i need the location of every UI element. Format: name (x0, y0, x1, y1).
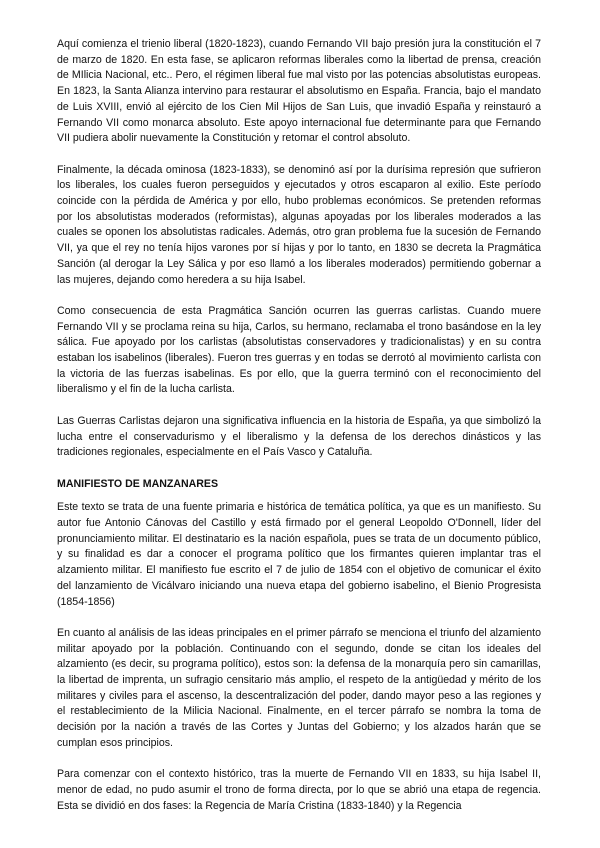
paragraph-analisis-ideas: En cuanto al análisis de las ideas principales en el primer párrafo se menciona el triunfo del alzamiento militar apoyado por la población. Continuando con el segundo, donde se citan los ideales del alzamiento (es decir, su programa político), estos son: la defensa de la monarquía pero sin camarillas, la libertad de imprenta, un sufragio censitario más amplio, el respeto de la antigüedad y mérito de los militares y civiles para el ascenso, la descentralización del poder, dando mayor peso a las regiones y el restablecimiento de la Milicia Nacional. Finalmente, en el tercer párrafo se nombra la toma de decisión por la nación a través de las Cortes y Juntas del Gobierno; y los alzados harán que se cumplan esos principios. (57, 626, 541, 749)
section-heading-manifiesto: MANIFIESTO DE MANZANARES (57, 477, 219, 490)
paragraph-guerras-carlistas: Como consecuencia de esta Pragmática Sanción ocurren las guerras carlistas. Cuando muere Fernando VII y se proclama reina su hija, Carlos, su hermano, reclamaba el trono basándose en la ley sálica. Fue apoyado por los carlistas (absolutistas conservadores y tradicionalistas) y en su contra estaban los isabelinos (liberales). Fueron tres guerras y en todas se derrotó al movimiento carlista con la victoria de las fuerzas isabelinas. Es por ello, que la guerra terminó con el reconocimiento del liberalismo y el fin de la lucha carlista. (57, 304, 541, 396)
paragraph-trienio-liberal: Aquí comienza el trienio liberal (1820-1823), cuando Fernando VII bajo presión jura la constitución el 7 de marzo de 1820. En esta fase, se aplicaron reformas liberales como la libertad de prensa, creación de MIlicia Nacional, etc.. Pero, el régimen liberal fue mal visto por las potencias absolutistas europeas. En 1823, la Santa Alianza intervino para restaurar el absolutismo en España. Francia, bajo el mandato de Luis XVIII, envió al ejército de los Cien Mil Hijos de San Luis, que invadió España y reinstauró a Fernando VII como monarca absoluto. Este apoyo internacional fue determinante para que Fernando VII pudiera abolir nuevamente la Constitución y retomar el control absoluto. (57, 38, 541, 145)
paragraph-decada-ominosa: Finalmente, la década ominosa (1823-1833), se denominó así por la durísima represión que sufrieron los liberales, los cuales fueron perseguidos y ejecutados y otros escaparon al exilio. Este período coincide con la pérdida de América y por ello, hubo problemas económicos. Se pretenden reformas por los absolutistas moderados (reformistas), algunas apoyadas por los liberales moderados a las cuales se oponen los absolutistas radicales. Además, otro gran problema fue la sucesión de Fernando VII, ya que el rey no tenía hijos varones por sí hijas y por lo tanto, en 1830 se decreta la Pragmática Sanción (al derogar la Ley Sálica y por eso llamó a los liberales moderados) permitiendo gobernar a las mujeres, dejando como heredera a su hija Isabel. (57, 163, 541, 286)
paragraph-influencia-carlistas: Las Guerras Carlistas dejaron una significativa influencia en la historia de España, ya que simbolizó la lucha entre el conservadurismo y el liberalismo y la defensa de los derechos dinásticos y las tradiciones regionales, especialmente en el País Vasco y Cataluña. (57, 414, 541, 459)
paragraph-contexto-historico: Para comenzar con el contexto histórico, tras la muerte de Fernando VII en 1833, su hija Isabel II, menor de edad, no pudo asumir el trono de forma directa, por lo que se abrió una etapa de regencia. Esta se dividió en dos fases: la Regencia de María Cristina (1833-1840) y la Regencia (57, 768, 541, 812)
document-page (57, 37, 541, 830)
paragraph-clasificacion-texto: Este texto se trata de una fuente primaria e histórica de temática política, ya que es un manifiesto. Su autor fue Antonio Cánovas del Castillo y está firmado por el general Leopoldo O'Donnell, líder del pronunciamiento militar. El destinatario es la nación española, pues se trata de un documento público, y su finalidad es dar a conocer el programa político que los firmantes quieren implantar tras el alzamiento militar. El manifiesto fue escrito el 7 de julio de 1854 con el objetivo de comunicar el éxito del lanzamiento de Vicálvaro iniciando una nueva etapa del gobierno isabelino, el Bienio Progresista (1854-1856) (57, 501, 541, 608)
